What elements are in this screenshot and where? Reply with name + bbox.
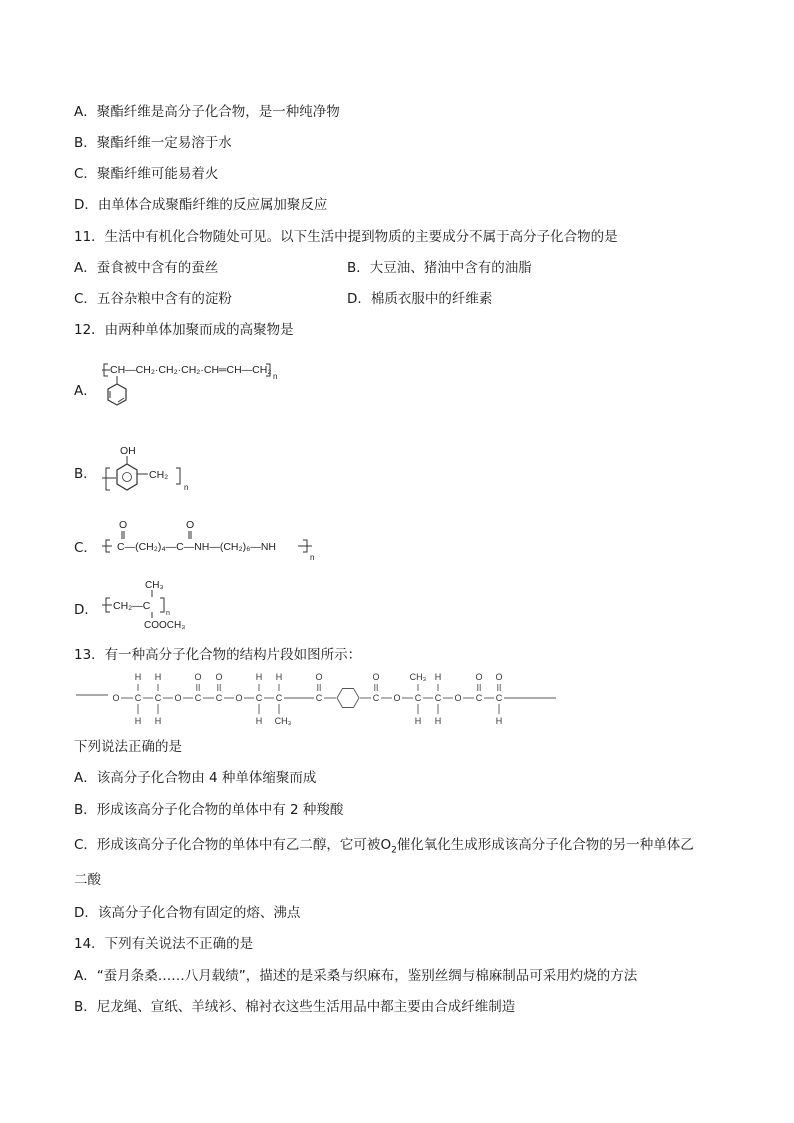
q12-formula-d: [100, 576, 210, 632]
q13-o2: O: [380, 837, 392, 853]
fragment-carbonyl-o-9: O: [315, 672, 323, 682]
fragment-top-7: H: [255, 672, 263, 682]
q12-formula-b-ch2: CH₂: [149, 469, 169, 481]
fragment-bot-16: H: [495, 716, 503, 726]
q11-option-d: D．棉质衣服中的纤维素: [347, 291, 493, 307]
fragment-atom-6: O: [235, 693, 243, 703]
q13-stem: 13．有一种高分子化合物的结构片段如图所示：: [74, 647, 362, 663]
fragment-carbonyl-o-5: O: [215, 672, 223, 682]
q12-formula-c-o2: O: [186, 519, 195, 531]
q14-option-a: A．“蚕月条桑……八月载绩”，描述的是采桑与织麻布，鉴别丝绸与棉麻制品可采用灼烧的方法: [74, 968, 638, 984]
fragment-atom-4: C: [194, 693, 202, 703]
fragment-atom-7: C: [255, 693, 263, 703]
q13-o2-sub: 2: [391, 845, 397, 856]
fragment-bot-12: H: [414, 716, 422, 726]
q12-stem: 12．由两种单体加聚而成的高聚物是: [74, 322, 294, 338]
q12-label-c: C．: [74, 540, 97, 556]
q13-option-c-post: 催化氧化生成形成该高分子化合物的另一种单体乙: [396, 837, 694, 853]
q13-structure-fragment: [74, 666, 560, 730]
q12-formula-d-cooch3: COOCH₃: [144, 620, 186, 631]
q12-formula-c-o1: O: [119, 519, 128, 531]
q12-formula-d-main: CH₂—C: [113, 600, 151, 612]
fragment-top-13: H: [434, 672, 442, 682]
q14-stem: 14．下列有关说法不正确的是: [74, 936, 254, 952]
q13-option-b: B．形成该高分子化合物的单体中有 2 种羧酸: [74, 802, 344, 818]
fragment-carbonyl-o-16: O: [495, 672, 503, 682]
q13-option-d: D．该高分子化合物有固定的熔、沸点: [74, 905, 301, 921]
q12-formula-a-text: CH—CH₂·CH₂·CH₂·CH═CH—CH₂: [110, 364, 272, 376]
fragment-top-8: H: [275, 672, 283, 682]
fragment-atom-9: C: [315, 693, 323, 703]
fragment-top-2: H: [154, 672, 162, 682]
q13-option-c-line1: [74, 835, 694, 861]
q11-option-a: A．蚕食被中含有的蚕丝: [74, 260, 219, 276]
q12-formula-a-n: n: [273, 372, 278, 381]
q12-formula-c-chain: C—(CH₂)₄—C—NH—(CH₂)₆—NH: [117, 541, 276, 553]
q13-lead: 下列说法正确的是: [74, 739, 182, 755]
q12-label-a: A．: [74, 383, 97, 399]
q11-option-c: C．五谷杂粮中含有的淀粉: [74, 291, 232, 307]
benzene-ring-fragment: [337, 689, 359, 708]
q12-formula-c-n: n: [310, 553, 315, 562]
q10-option-a: A．聚酯纤维是高分子化合物，是一种纯净物: [74, 104, 340, 120]
fragment-atom-0: O: [112, 693, 120, 703]
fragment-atom-15: C: [475, 693, 483, 703]
q10-option-c: C．聚酯纤维可能易着火: [74, 166, 219, 182]
fragment-atom-1: C: [134, 693, 142, 703]
fragment-bot-13: H: [434, 716, 442, 726]
q10-option-b: B．聚酯纤维一定易溶于水: [74, 135, 232, 151]
benzene-ring-a: [108, 384, 126, 405]
q12-formula-b-oh: OH: [120, 445, 136, 457]
q13-option-c-line2: 二酸: [74, 872, 101, 888]
q13-option-a: A．该高分子化合物由 4 种单体缩聚而成: [74, 770, 317, 786]
fragment-bot-7: H: [255, 716, 263, 726]
q11-stem: 11．生活中有机化合物随处可见。以下生活中提到物质的主要成分不属于高分子化合物的是: [74, 229, 618, 245]
fragment-bot-2: H: [154, 716, 162, 726]
fragment-atom-3: O: [174, 693, 182, 703]
benzene-ring-b: [117, 464, 137, 490]
q14-option-b: B．尼龙绳、宣纸、羊绒衫、棉衬衣这些生活用品中都主要由合成纤维制造: [74, 999, 516, 1015]
fragment-atom-16: C: [495, 693, 503, 703]
q12-formula-c: [100, 518, 325, 564]
fragment-atom-2: C: [154, 693, 162, 703]
q12-formula-a: [100, 352, 300, 414]
fragment-bot-8: CH₃: [274, 716, 292, 726]
fragment-atom-12: C: [414, 693, 422, 703]
fragment-carbonyl-o-15: O: [475, 672, 483, 682]
fragment-atom-14: O: [454, 693, 462, 703]
q12-formula-b: [100, 440, 210, 500]
fragment-atom-11: O: [393, 693, 401, 703]
fragment-atom-8: C: [275, 693, 283, 703]
fragment-bot-1: H: [134, 716, 142, 726]
q12-formula-b-n: n: [184, 483, 189, 492]
q10-option-d: D．由单体合成聚酯纤维的反应属加聚反应: [74, 197, 328, 213]
fragment-atom-10: C: [372, 693, 380, 703]
q13-option-c-pre: C．形成该高分子化合物的单体中有乙二醇，它可被: [74, 837, 381, 853]
q12-label-b: B．: [74, 466, 97, 482]
fragment-carbonyl-o-4: O: [194, 672, 202, 682]
fragment-atom-5: C: [215, 693, 223, 703]
fragment-top-1: H: [134, 672, 142, 682]
fragment-top-12: CH₃: [409, 672, 427, 682]
q12-label-d: D．: [74, 602, 98, 618]
q12-formula-d-ch3: CH₃: [145, 580, 164, 591]
q11-option-b: B．大豆油、猪油中含有的油脂: [347, 260, 532, 276]
fragment-atom-13: C: [434, 693, 442, 703]
fragment-carbonyl-o-10: O: [372, 672, 380, 682]
q12-formula-d-n: n: [166, 610, 170, 617]
